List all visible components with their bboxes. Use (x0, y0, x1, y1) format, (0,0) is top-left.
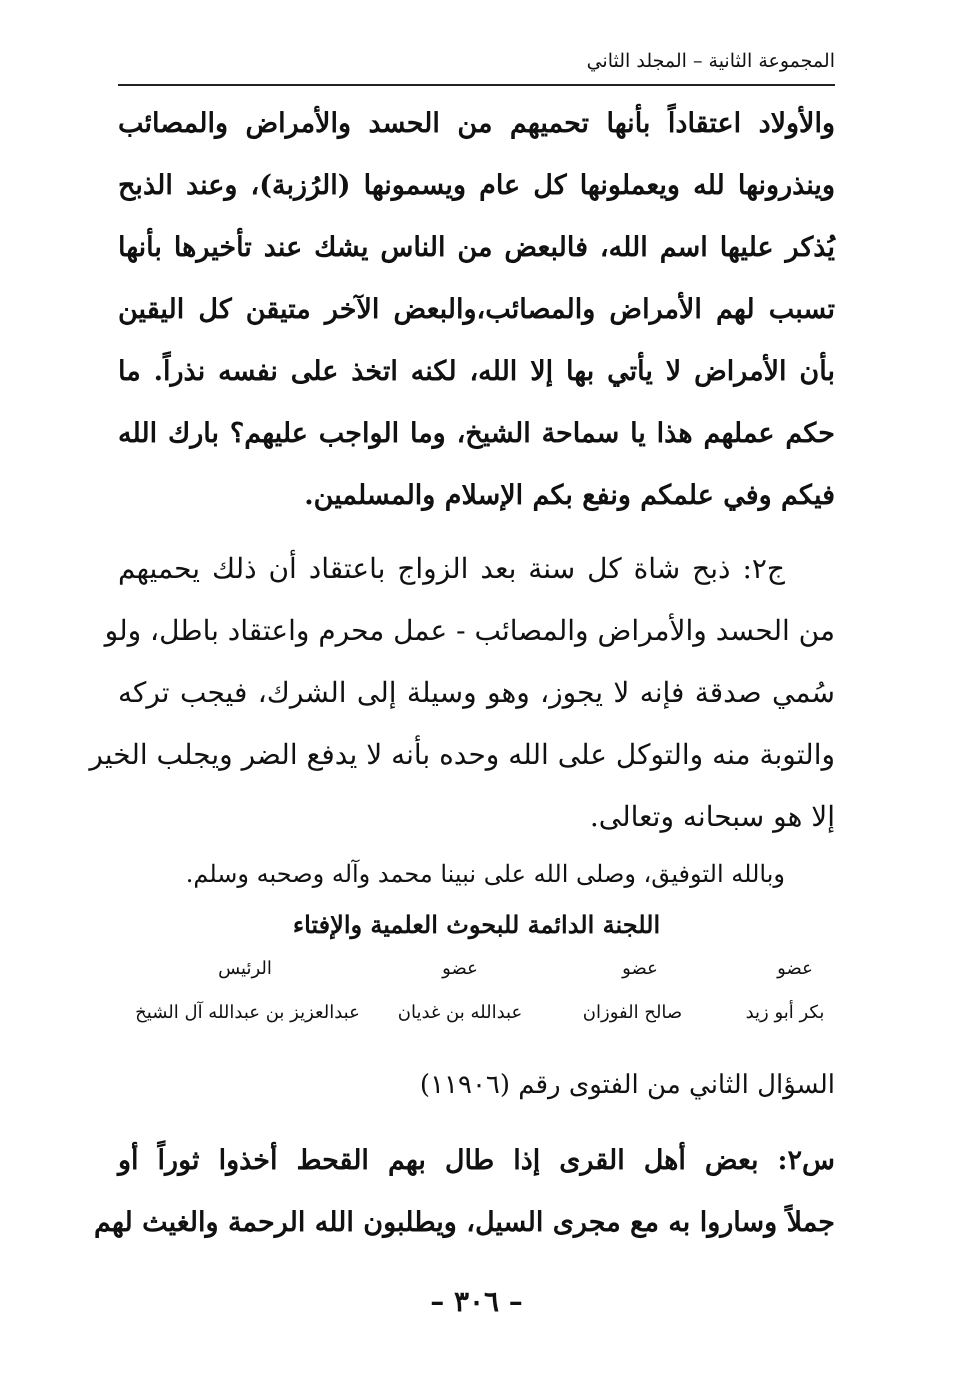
member-role: عضو (777, 958, 813, 979)
question-line: بأن الأمراض لا يأتي بها إلا الله، لكنه اتخذ على نفسه نذراً. ما (118, 356, 835, 387)
answer-line: من الحسد والأمراض والمصائب - عمل محرم واعتقاد باطل، ولو (104, 614, 835, 647)
member-roles (118, 958, 835, 984)
member-name: عبدالعزيز بن عبدالله آل الشيخ (135, 1002, 360, 1023)
question-line: جملاً وساروا به مع مجرى السيل، ويطلبون الله الرحمة والغيث لهم (94, 1207, 835, 1238)
answer-line: ج٢: ذبح شاة كل سنة بعد الزواج باعتقاد أن ذلك يحميهم (118, 552, 785, 585)
member-names (118, 1002, 835, 1028)
member-role: عضو (442, 958, 478, 979)
member-role: الرئيس (218, 958, 272, 979)
question-line: س٢: بعض أهل القرى إذا طال بهم القحط أخذوا ثوراً أو (118, 1145, 835, 1176)
question-line: حكم عملهم هذا يا سماحة الشيخ، وما الواجب عليهم؟ بارك الله (118, 418, 835, 449)
header-title: المجموعة الثانية – المجلد الثاني (579, 50, 835, 72)
answer-1 (89, 552, 835, 852)
question-line: تسبب لهم الأمراض والمصائب،والبعض الآخر متيقن كل اليقين (118, 294, 835, 325)
question-line: وينذرونها لله ويعملونها كل عام ويسمونها (الرُزبة)، وعند الذبح (118, 170, 835, 201)
page-number: – ٣٠٦ – (430, 1285, 523, 1318)
answer-line: سُمي صدقة فإنه لا يجوز، وهو وسيلة إلى الشرك، فيجب تركه (118, 676, 835, 709)
question-line: يُذكر عليها اسم الله، فالبعض من الناس يشك عند تأخيرها بأنها (118, 232, 835, 263)
closing-line: وبالله التوفيق، وصلى الله على نبينا محمد وآله وصحبه وسلم. (185, 860, 785, 888)
question-line: فيكم وفي علمكم ونفع بكم الإسلام والمسلمين. (304, 480, 835, 511)
question-2 (94, 1145, 835, 1265)
member-name: عبدالله بن غديان (397, 1002, 523, 1023)
answer-line: إلا هو سبحانه وتعالى. (589, 800, 835, 833)
question-1 (118, 108, 835, 548)
question-line: والأولاد اعتقاداً بأنها تحميهم من الحسد والأمراض والمصائب (118, 108, 835, 139)
committee-title: اللجنة الدائمة للبحوث العلمية والإفتاء (292, 910, 661, 939)
member-name: صالح الفوزان (582, 1002, 683, 1023)
running-header (118, 44, 835, 86)
member-name: بكر أبو زيد (745, 1002, 825, 1023)
member-role: عضو (622, 958, 658, 979)
second-question-heading: السؤال الثاني من الفتوى رقم (١١٩٠٦) (419, 1070, 835, 1100)
answer-line: والتوبة منه والتوكل على الله وحده بأنه لا يدفع الضر ويجلب الخير (89, 738, 835, 771)
